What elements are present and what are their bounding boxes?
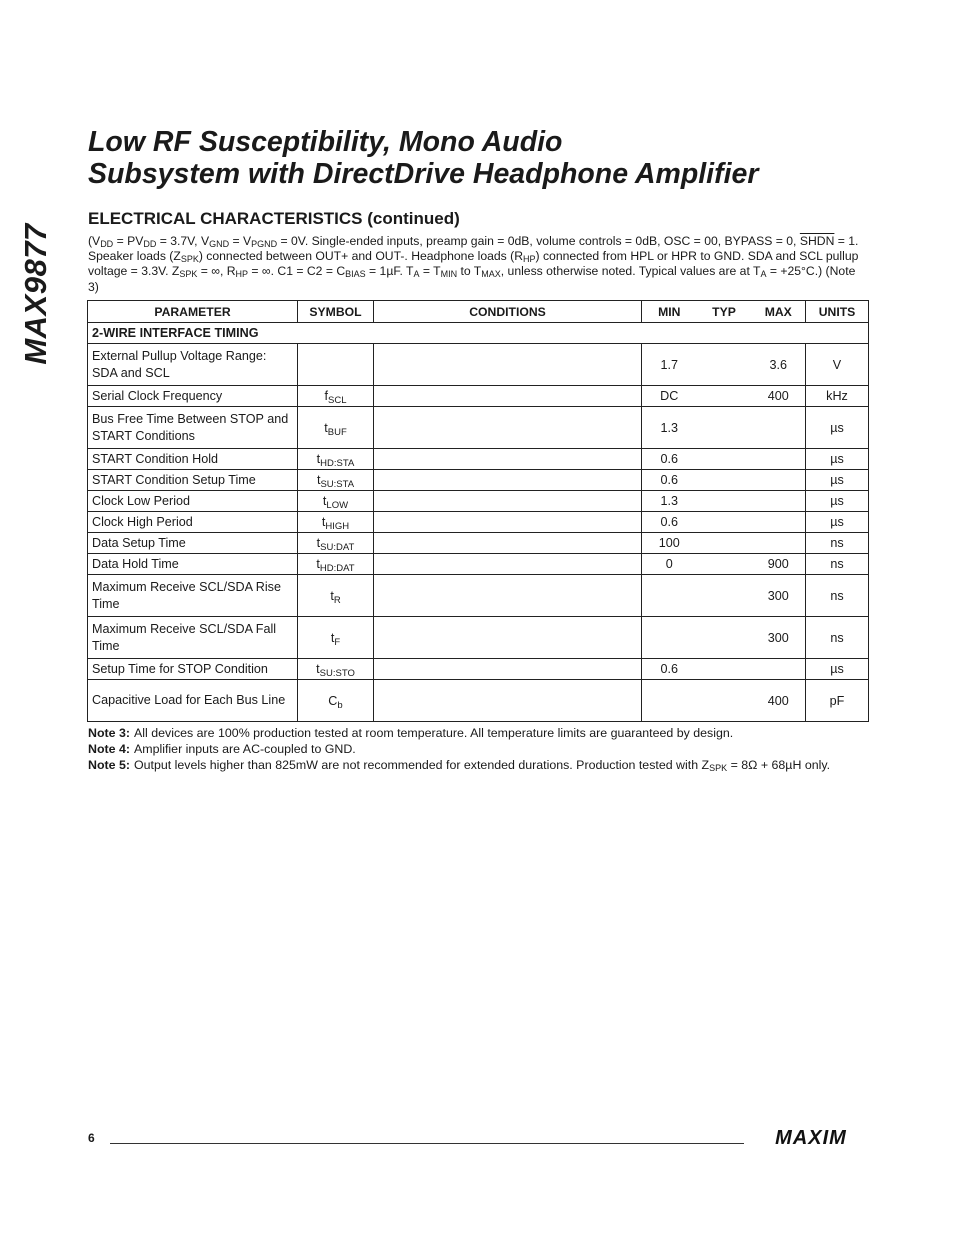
table-row [88,449,869,470]
cell-max [752,533,806,554]
header-parameter: PARAMETER [88,301,298,323]
cell-conditions [374,617,642,659]
cell-parameter: Bus Free Time Between STOP and START Conditions [88,407,298,449]
cell-max: 3.6 [752,344,806,386]
cell-conditions [374,680,642,722]
cell-parameter: Data Setup Time [88,533,298,554]
cell-conditions [374,659,642,680]
cell-typ [697,344,752,386]
cell-typ [697,449,752,470]
page-number: 6 [88,1131,95,1145]
cell-units: ns [806,533,869,554]
table-header-row [88,301,869,323]
cell-parameter: Serial Clock Frequency [88,386,298,407]
cell-min: 1.7 [642,344,697,386]
cell-symbol: $t_{BUF}$ [298,407,374,449]
cell-units: µs [806,470,869,491]
footer-rule [110,1143,744,1144]
cell-parameter: Capacitive Load for Each Bus Line [88,680,298,722]
cell-parameter: Data Hold Time [88,554,298,575]
cell-typ [697,386,752,407]
cell-max: 900 [752,554,806,575]
cell-conditions [374,407,642,449]
cell-parameter: External Pullup Voltage Range: SDA and SCL [88,344,298,386]
cell-units: kHz [806,386,869,407]
cell-units: ns [806,575,869,617]
header-symbol: SYMBOL [298,301,374,323]
table-row [88,575,869,617]
logo-lettering: MAXIM [775,1127,847,1147]
cell-conditions [374,512,642,533]
cell-conditions [374,344,642,386]
cell-min [642,680,697,722]
table-row [88,554,869,575]
cell-min: 0.6 [642,512,697,533]
notes [88,725,888,773]
cell-max [752,491,806,512]
cell-max: 300 [752,617,806,659]
cell-max [752,470,806,491]
cell-symbol: $t_{SU:DAT}$ [298,533,374,554]
shdn-label: SHDN [799,234,835,248]
cell-typ [697,680,752,722]
header-typ: TYP [697,301,752,323]
cell-symbol: $f_{SCL}$ [298,386,374,407]
note-5: Note 5: Output levels higher than 825mW are not recommended for extended durations. Production tested with $Z_{SPK} = 8\Omega + 68\mu H$ only. [88,758,831,773]
page-title [88,126,908,190]
cell-typ [697,659,752,680]
cell-conditions [374,491,642,512]
cell-symbol: $t_{LOW}$ [298,491,374,512]
cell-symbol: $t_F$ [298,617,374,659]
cell-conditions [374,575,642,617]
cell-parameter: START Condition Hold [88,449,298,470]
cell-conditions [374,554,642,575]
title-line-2: Subsystem with DirectDrive Headphone Amplifier [88,158,759,190]
cell-parameter: Clock Low Period [88,491,298,512]
header-max: MAX [752,301,806,323]
cell-conditions [374,449,642,470]
cell-symbol: $t_R$ [298,575,374,617]
cell-symbol: $t_{HD:STA}$ [298,449,374,470]
maxim-logo [756,1127,866,1147]
cell-min [642,617,697,659]
cell-max [752,407,806,449]
cell-parameter: Maximum Receive SCL/SDA Rise Time [88,575,298,617]
table-row [88,470,869,491]
cell-units: µs [806,512,869,533]
cell-max: 400 [752,680,806,722]
table-row [88,533,869,554]
title-line-1: Low RF Susceptibility, Mono Audio [88,126,563,158]
table-group-row [88,323,869,344]
cell-typ [697,512,752,533]
cell-typ [697,554,752,575]
cell-max: 300 [752,575,806,617]
cell-symbol: $t_{HIGH}$ [298,512,374,533]
group-label: 2-WIRE INTERFACE TIMING [88,323,869,344]
cell-parameter: Setup Time for STOP Condition [88,659,298,680]
table-row [88,344,869,386]
cell-min [642,575,697,617]
table-row [88,680,869,722]
section-title: ELECTRICAL CHARACTERISTICS (continued) [88,209,460,228]
cell-typ [697,407,752,449]
cell-parameter: Clock High Period [88,512,298,533]
cell-conditions [374,470,642,491]
header-units: UNITS [806,301,869,323]
note-4: Note 4: Amplifier inputs are AC-coupled to GND. [88,742,356,756]
test-conditions: ($V_{DD} = PV_{DD} = 3.7V$, $V_{GND} = V_{PGND} = 0V$. Single-ended inputs, preamp gain = 0dB, volume controls = 0dB, OSC = 00, BYPASS = 0, SHDN = 1. Speaker loads $(Z_{SPK})$ connected between OUT+ and OUT-. Headphone loads $(R_{HP})$ connected from HPL or HPR to GND. SDA and SCL pullup voltage = 3.3V. $Z_{SPK}$ = ∞, $R_{HP}$ = ∞. $C1 = C2 = C_{BIAS} = 1\mu F$. $T_A = T_{MIN}$ to $T_{MAX}$, unless otherwise noted. Typical values are at $T_A = +25^\circ C$.) (Note 3) [88,234,859,294]
cell-symbol: $t_{SU:STO}$ [298,659,374,680]
cell-parameter: Maximum Receive SCL/SDA Fall Time [88,617,298,659]
cell-conditions [374,386,642,407]
cell-symbol [298,344,374,386]
cell-min: 1.3 [642,407,697,449]
cell-min: 0.6 [642,659,697,680]
cell-min: 100 [642,533,697,554]
cell-min: 0.6 [642,470,697,491]
header-conditions: CONDITIONS [374,301,642,323]
electrical-characteristics-table [87,300,869,722]
table-row [88,659,869,680]
header-min: MIN [642,301,697,323]
cell-conditions [374,533,642,554]
cell-units: µs [806,449,869,470]
cell-max [752,449,806,470]
cell-max [752,512,806,533]
side-part-number [8,214,64,374]
cell-min: 0 [642,554,697,575]
cell-units: µs [806,407,869,449]
table-row [88,407,869,449]
cell-typ [697,491,752,512]
cell-parameter: START Condition Setup Time [88,470,298,491]
cell-units: pF [806,680,869,722]
cell-units: ns [806,554,869,575]
table-row [88,617,869,659]
cell-typ [697,617,752,659]
cell-min: DC [642,386,697,407]
cell-typ [697,470,752,491]
cell-max: 400 [752,386,806,407]
cell-symbol: $t_{HD:DAT}$ [298,554,374,575]
cell-units: µs [806,659,869,680]
cell-min: 1.3 [642,491,697,512]
cell-symbol: $C_b$ [298,680,374,722]
cell-units: V [806,344,869,386]
table-row [88,512,869,533]
side-part-label: MAX9877 [18,223,53,365]
cell-typ [697,575,752,617]
table-row [88,386,869,407]
cell-min: 0.6 [642,449,697,470]
table-row [88,491,869,512]
cell-typ [697,533,752,554]
cell-units: ns [806,617,869,659]
cell-symbol: $t_{SU:STA}$ [298,470,374,491]
cell-units: µs [806,491,869,512]
cell-max [752,659,806,680]
note-3: Note 3: All devices are 100% production tested at room temperature. All temperature limits are guaranteed by design. [88,726,734,740]
